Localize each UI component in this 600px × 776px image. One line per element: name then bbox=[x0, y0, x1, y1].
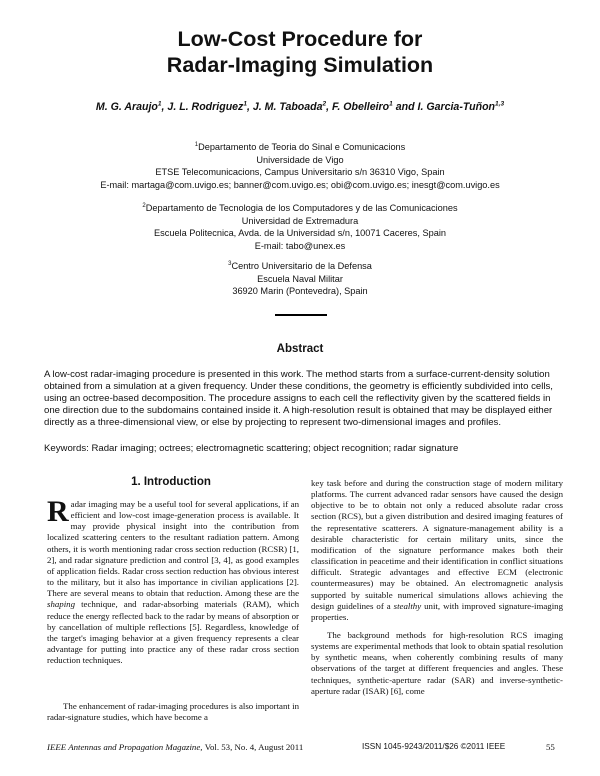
author: J. L. Rodriguez$^1$, bbox=[167, 100, 253, 113]
paper-title bbox=[0, 26, 600, 78]
keywords: Keywords: Radar imaging; octrees; electromagnetic scattering; object recognition; radar signature bbox=[44, 443, 459, 454]
title-line-1: Low-Cost Procedure for bbox=[177, 27, 423, 51]
abstract-heading: Abstract bbox=[276, 343, 324, 355]
intro-paragraph-2: The enhancement of radar-imaging procedures is also important in radar-signature studies, which have become a bbox=[47, 701, 299, 723]
title-line-2: Radar-Imaging Simulation bbox=[166, 53, 434, 77]
footer-journal: IEEE Antennas and Propagation Magazine, Vol. 53, No. 4, August 2011 bbox=[47, 742, 304, 752]
abstract-text: A low-cost radar-imaging procedure is presented in this work. The method starts from a surface-current-density solution obtained from a simulation at a given frequency. Under these conditions, the geometry is efficiently subdivided into cells, using an octree-based decomposition. The procedure assigns to each cell the reflectivity given by the scattered fields in one direction due to the subdomains contained inside it. A high-resolution result is obtained that may be displayed either directly as a three-dimensional view, or else by projecting to represent two-dimensional images and profiles. bbox=[44, 369, 553, 429]
page-number: 55 bbox=[546, 742, 555, 752]
intro-paragraph-3: key task before and during the construction stage of modern military platforms. The current advanced radar sensors have caused the design objective to be to obtain not only a reduced absolute radar cross section (RCS), but a given distribution and desired imaging features of the representative scatterers. A signature-management ability is a desirable characteristic for certain military units, since the modification of the signature performance makes both their classification in peacetime and their identification in conflict situations difficult. Strategic advantages and effective ECM (electronic countermeasures) may be obtained. An electromagnetic analysis supported by suitable numerical simulations allows achieving the design guidelines of a stealthy unit, with improved signature-imaging properties. bbox=[311, 478, 563, 622]
author: F. Obelleiro$^1$ and bbox=[332, 100, 418, 113]
affiliation-2: $^2$Departamento de Tecnologia de los Computadores y de las Comunicaciones Universidad de Extremadura Escuela Politecnica, Avda. de la Universidad s/n, 10071 Caceres, Spain E-mail: tabo@unex.es bbox=[142, 203, 458, 251]
affiliation-1: $^1$Departamento de Teoria do Sinal e Comunicacions Universidade de Vigo ETSE Telecomunicacions, Campus Universitario s/n 36310 Vigo, Spain E-mail: martaga@com.uvigo.es; banner@com.uvigo.es; obi@com.uvigo.es; inesgt@com.uvigo.es bbox=[100, 142, 500, 190]
section-divider bbox=[275, 314, 327, 316]
intro-paragraph-4: The background methods for high-resolution RCS imaging systems are experimental methods that look to obtain spatial resolution by synthetic means, when coherently combining results of many observations of the target at different frequencies and angles. These techniques, synthetic-aperture radar (SAR) and inverse-synthetic-aperture radar (ISAR) [6], come bbox=[311, 630, 563, 696]
intro-paragraph-1: Radar imaging may be a useful tool for several applications, if an efficient and low-cost image-generation process is available. It may provide physical insight into the contribution from localized scattering centers to the resultant radiation pattern. Among others, it is worth mentioning radar cross section reduction (RCSR) [1, 2], and radar signature prediction and control [3, 4], as good examples of application fields. Radar cross section reduction has obvious interest to the military, but it also has importance in civilian applications [2]. There are several means to obtain that reduction. Among these are the shaping technique, and radar-absorbing materials (RAM), which reduce the energy reflected back to the radar by means of absorption or by cancellation of multiple reflections [5]. Regardless, knowledge of the target's imaging behavior at a given frequency represents a clear advantage for putting into practice any of these radar cross section reduction techniques. bbox=[47, 495, 299, 666]
author: J. M. Taboada$^2$, bbox=[252, 100, 333, 113]
drop-cap: R bbox=[47, 495, 69, 528]
author: I. Garcia-Tuñon$^{1,3}$ bbox=[417, 100, 505, 113]
footer-issn: ISSN 1045-9243/2011/$26 ©2011 IEEE bbox=[362, 742, 506, 751]
author: M. G. Araujo$^1$, bbox=[95, 100, 168, 113]
author-list bbox=[0, 100, 600, 113]
affiliation-3: $^3$Centro Universitario de la Defensa Escuela Naval Militar 36920 Marin (Pontevedra), Spain bbox=[228, 261, 372, 297]
section-heading-introduction: 1. Introduction bbox=[131, 476, 211, 488]
